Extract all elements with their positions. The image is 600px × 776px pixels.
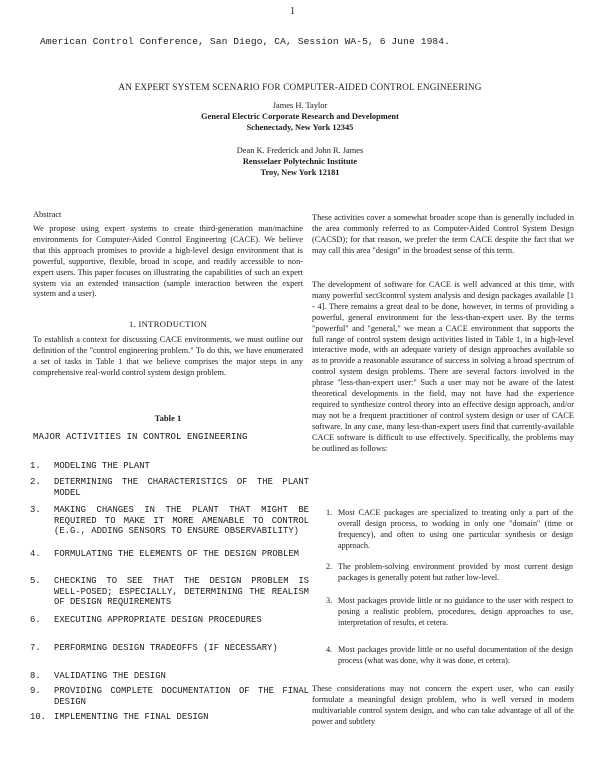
row-number: 10.: [30, 712, 46, 722]
author-affiliation: Rensselaer Polytechnic Institute: [242, 157, 358, 166]
author-affiliation: General Electric Corporate Research and Development: [201, 112, 399, 121]
row-text: PROVIDING COMPLETE DOCUMENTATION OF THE FINAL DESIGN: [54, 686, 309, 707]
author-block-2: [0, 145, 600, 178]
row-text: CHECKING TO SEE THAT THE DESIGN PROBLEM IS WELL-POSED; ESPECIALLY, DETERMINING THE REALISM OF DESIGN REQUIREMENTS: [54, 576, 309, 608]
section-heading-introduction: 1. INTRODUCTION: [128, 319, 208, 329]
row-text: DETERMINING THE CHARACTERISTICS OF THE PLANT MODEL: [54, 477, 309, 498]
abstract-text: We propose using expert systems to create third-generation man/machine environments for Computer-Aided Control Engineering (CACE). We believe that this approach promises to provide a high-level design environment that is powerful, supportive, flexible, broad in scope, and readily accessible to non-expert users. This paper focuses on illustrating the capabilities of such an expert system via an extended transaction (sample interaction between the expert system and a user).: [33, 224, 303, 299]
conference-line: American Control Conference, San Diego, CA, Session WA-5, 6 June 1984.: [40, 36, 451, 47]
row-text: PERFORMING DESIGN TRADEOFFS (IF NECESSARY): [54, 643, 278, 653]
author-name: Dean K. Frederick and John R. James: [236, 146, 364, 155]
author-block-1: [0, 100, 600, 133]
row-text: EXECUTING APPROPRIATE DESIGN PROCEDURES: [54, 615, 262, 625]
row-number: 9.: [30, 686, 41, 696]
paper-title: AN EXPERT SYSTEM SCENARIO FOR COMPUTER-AIDED CONTROL ENGINEERING: [118, 82, 482, 92]
body-paragraph-2: The development of software for CACE is well advanced at this time, with many powerful sect3control system analysis and design packages available [1 - 4]. There remains a great deal to be done, however, in terms of providing a powerful, general environment for the less-than-expert user. By the terms "powerful" and "general," we mean a CACE environment that supports the full range of control system design activities listed in Table 1, in a high-level interactive mode, with an adequate variety of design approaches available so as to provide a reasonable assurance of success in solving a broad spectrum of control system design problems. There are several factors involved in the phrase "less-than-expert user:" Such a user may not be aware of the latest theoretical developments in the field, may not have had the experience required to synthesize control theory into an effective design approach, and/or may not be a frequent practitioner of control system design or user of CACE software. In any case, many less-than-expert users find that currently-available CACE software is difficult to use effectively. Specifically, the problems may be outlined as follows:: [312, 280, 574, 453]
row-text: FORMULATING THE ELEMENTS OF THE DESIGN PROBLEM: [54, 549, 299, 559]
row-number: 3.: [30, 505, 41, 515]
body-paragraph-1: These activities cover a somewhat broader scope than is generally included in the area commonly referred to as Computer-Aided Control System Design (CACSD); for that reason, we prefer the term CACE despite the fact that we may call this area "design" in the broadest sense of this term.: [312, 213, 574, 255]
row-text: VALIDATING THE DESIGN: [54, 671, 166, 681]
list-number: 3.: [326, 596, 333, 605]
table-caption: MAJOR ACTIVITIES IN CONTROL ENGINEERING: [33, 432, 248, 442]
row-text: IMPLEMENTING THE FINAL DESIGN: [54, 712, 209, 722]
row-number: 2.: [30, 477, 41, 487]
table-label: Table 1: [154, 413, 182, 423]
list-number: 4.: [326, 645, 333, 654]
introduction-text: To establish a context for discussing CACE environments, we must outline our definition of the "control engineering problem." To do this, we have enumerated a set of tasks in Table 1 that we believe comprises the major steps in any comprehensive real-world control system design problem.: [33, 335, 303, 377]
author-name: James H. Taylor: [272, 101, 328, 110]
list-text: Most packages provide little or no guidance to the user with respect to posing a realistic problem, procedures, design approaches to use, interpretation of results, et cetera.: [338, 596, 573, 627]
abstract-heading: Abstract: [33, 210, 62, 219]
page-number: 1: [290, 6, 295, 17]
row-number: 8.: [30, 671, 41, 681]
row-text: MAKING CHANGES IN THE PLANT THAT MIGHT BE REQUIRED TO MAKE IT MORE AMENABLE TO CONTROL (E.G., ADDING SENSORS TO ENSURE OBSERVABILITY): [54, 505, 309, 537]
row-text: MODELING THE PLANT: [54, 461, 150, 471]
list-text: The problem-solving environment provided by most current design packages is generally potent but rather low-level.: [338, 562, 573, 582]
row-number: 1.: [30, 461, 41, 471]
list-text: Most packages provide little or no useful documentation of the design process (what was done, why it was done, et cetera).: [338, 645, 573, 665]
author-location: Troy, New York 12181: [260, 168, 340, 177]
row-number: 7.: [30, 643, 41, 653]
author-location: Schenectady, New York 12345: [246, 123, 354, 132]
list-number: 2.: [326, 562, 333, 571]
row-number: 6.: [30, 615, 41, 625]
row-number: 4.: [30, 549, 41, 559]
list-number: 1.: [326, 508, 333, 517]
list-text: Most CACE packages are specialized to treating only a part of the overall design process, to working in only one "domain" (time or frequency), and often to using one particular synthesis or design approach.: [338, 508, 573, 550]
row-number: 5.: [30, 576, 41, 586]
body-paragraph-3: These considerations may not concern the expert user, who can easily formulate a meaningful design problem, who is well versed in modern multivariable control system design, and who can take advantage of all of the power and subtlety: [312, 684, 574, 726]
